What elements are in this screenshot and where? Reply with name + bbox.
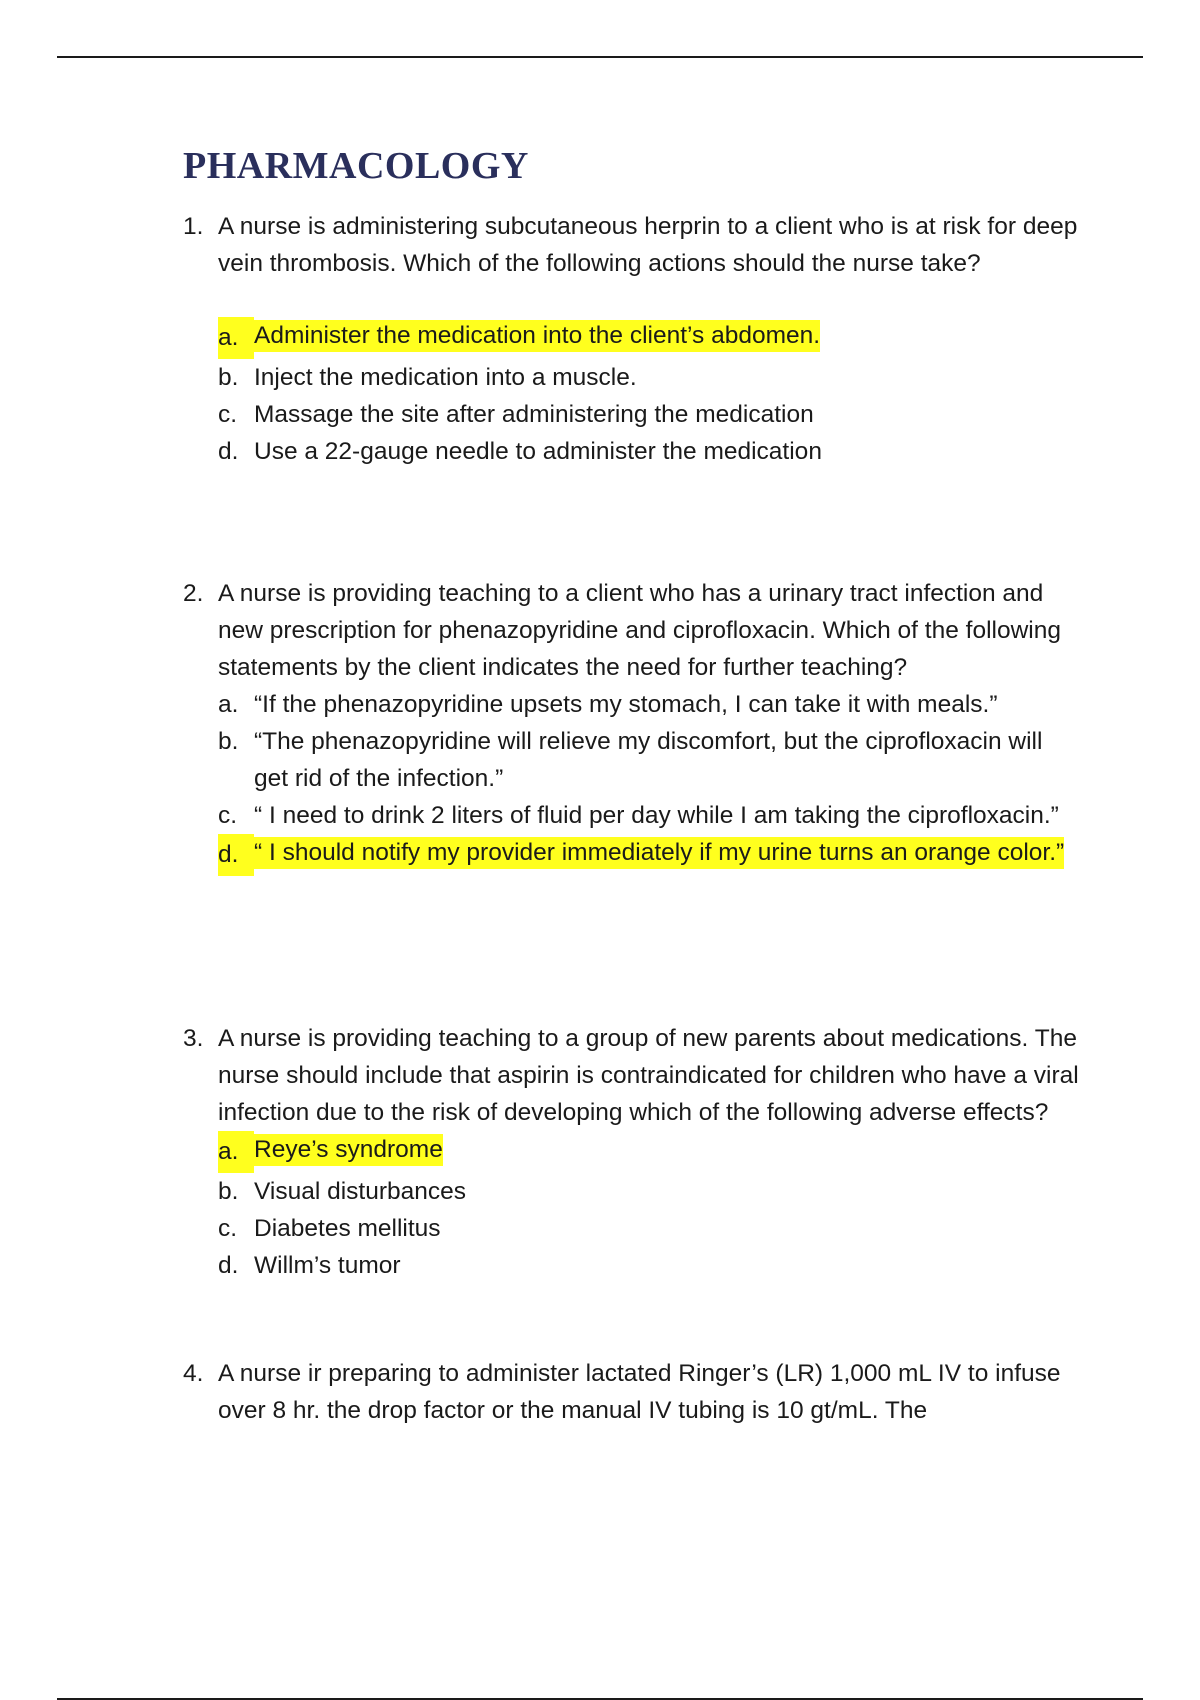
question-number: 4.: [183, 1360, 204, 1387]
answer-option-b[interactable]: [218, 1173, 1083, 1210]
question-text: A nurse is administering subcutaneous herprin to a client who is at risk for deep vein thrombosis. Which of the following actions should the nurse take?: [218, 213, 1078, 277]
page-title: PHARMACOLOGY: [183, 145, 529, 187]
answer-option-c[interactable]: [218, 1210, 1083, 1247]
question-3: [183, 1020, 1083, 1284]
option-letter: c.: [218, 1215, 238, 1242]
answer-option-d[interactable]: [218, 1247, 1083, 1284]
option-letter: b.: [218, 1178, 239, 1205]
answer-option-b[interactable]: [218, 359, 1083, 396]
option-text-highlighted: Reye’s syndrome: [254, 1134, 443, 1166]
question-number: 1.: [183, 213, 204, 240]
option-text-highlighted: Administer the medication into the client’s abdomen.: [254, 320, 820, 352]
option-text: “The phenazopyridine will relieve my discomfort, but the ciprofloxacin will get rid of the infection.”: [254, 728, 1043, 792]
option-letter: d.: [218, 834, 254, 876]
question-number: 3.: [183, 1025, 204, 1052]
option-text: “If the phenazopyridine upsets my stomach, I can take it with meals.”: [254, 691, 998, 718]
option-letter: a.: [218, 1131, 254, 1173]
answer-options: [183, 686, 1083, 876]
answer-option-a[interactable]: [218, 686, 1083, 723]
option-letter: c.: [218, 802, 238, 829]
answer-options: [183, 317, 1083, 470]
answer-options: [183, 1131, 1083, 1284]
question-2: [183, 575, 1083, 876]
option-letter: d.: [218, 1252, 239, 1279]
option-letter: a.: [218, 691, 239, 718]
option-text: Inject the medication into a muscle.: [254, 364, 637, 391]
question-text: A nurse ir preparing to administer lactated Ringer’s (LR) 1,000 mL IV to infuse over 8 hr. the drop factor or the manual IV tubing is 10 gt/mL. The: [218, 1360, 1061, 1424]
answer-option-a[interactable]: [218, 317, 1083, 359]
option-text-highlighted: “ I should notify my provider immediately if my urine turns an orange color.”: [254, 837, 1064, 869]
option-letter: b.: [218, 364, 239, 391]
option-text: Willm’s tumor: [254, 1252, 401, 1279]
option-letter: a.: [218, 317, 254, 359]
answer-option-d[interactable]: [218, 433, 1083, 470]
answer-option-b[interactable]: [218, 723, 1083, 797]
option-text: “ I need to drink 2 liters of fluid per day while I am taking the ciprofloxacin.”: [254, 802, 1059, 829]
option-text: Diabetes mellitus: [254, 1215, 441, 1242]
option-text: Use a 22-gauge needle to administer the medication: [254, 438, 822, 465]
option-letter: d.: [218, 438, 239, 465]
question-number: 2.: [183, 580, 204, 607]
question-text: A nurse is providing teaching to a group of new parents about medications. The nurse should include that aspirin is contraindicated for children who have a viral infection due to the risk of developing which of the following adverse effects?: [218, 1025, 1079, 1126]
answer-option-a[interactable]: [218, 1131, 1083, 1173]
option-letter: b.: [218, 728, 239, 755]
question-text: A nurse is providing teaching to a client who has a urinary tract infection and new prescription for phenazopyridine and ciprofloxacin. Which of the following statements by the client indicates the need for further teaching?: [218, 580, 1061, 681]
option-text: Visual disturbances: [254, 1178, 467, 1205]
question-1: [183, 208, 1083, 470]
answer-option-c[interactable]: [218, 396, 1083, 433]
option-text: Massage the site after administering the medication: [254, 401, 814, 428]
answer-option-c[interactable]: [218, 797, 1083, 834]
answer-option-d[interactable]: [218, 834, 1083, 876]
header-rule: [57, 56, 1143, 58]
option-letter: c.: [218, 401, 238, 428]
question-4: [183, 1355, 1083, 1429]
